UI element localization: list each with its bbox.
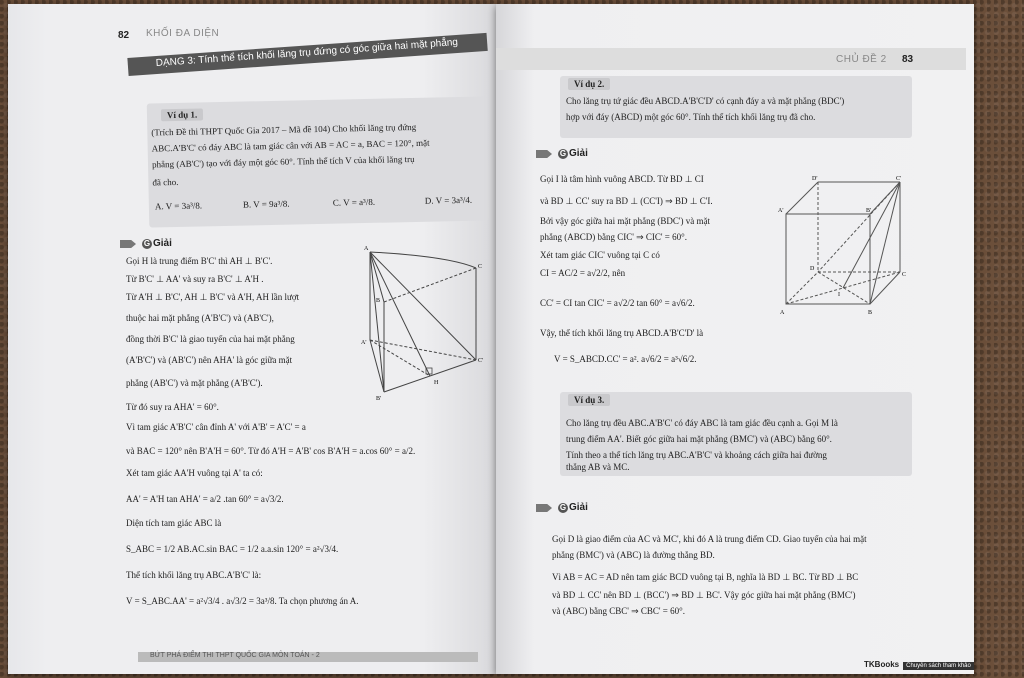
cube-label-i: I: [838, 292, 840, 298]
fig-label-a: A: [364, 246, 369, 252]
cube-label-c: C: [902, 272, 907, 278]
solution-line: Xét tam giác CIC' vuông tại C có: [540, 250, 660, 260]
footer-bar: [138, 652, 478, 662]
solution-line: và BD ⊥ CC' suy ra BD ⊥ (CC'I) ⇒ BD ⊥ C'I.: [540, 196, 713, 206]
cube-label-d-prime: D': [812, 176, 818, 182]
fig-label-a-prime: A': [361, 340, 367, 346]
cube-label-b: B: [868, 310, 873, 316]
problem-line: trung điểm AA'. Biết góc giữa hai mặt phẳng (BMC') và (ABC) bằng 60°.: [566, 434, 832, 444]
g-badge-icon: G: [559, 149, 567, 158]
fig-label-h: H: [434, 380, 439, 386]
problem-line: Cho lăng trụ tứ giác đều ABCD.A'B'C'D' có cạnh đáy a và mặt phẳng (BDC'): [566, 96, 845, 106]
chapter-bar: [496, 48, 966, 70]
problem-line: phẳng (AB'C') tạo với đáy một góc 60°. Tính thể tích V của khối lăng trụ: [151, 153, 415, 170]
solution-line: phẳng (AB'C') và mặt phẳng (A'B'C').: [126, 378, 263, 388]
cube-label-c-prime: C': [896, 176, 902, 182]
solution-line: Thể tích khối lăng trụ ABC.A'B'C' là:: [126, 570, 262, 580]
solution-heading-3: G Giải: [536, 502, 588, 513]
solution-line: Gọi D là giao điểm của AC và MC', khi đó A là trung điểm CD. Giao tuyến của hai mặt: [552, 534, 867, 544]
solution-line: đồng thời B'C' là giao tuyến của hai mặt phẳng: [126, 334, 295, 344]
example-3-label: Ví dụ 3.: [568, 394, 610, 406]
solution-line: và BD ⊥ CC' nên BD ⊥ (BCC') ⇒ BD ⊥ BC'. Vậy góc giữa hai mặt phẳng (BMC'): [552, 590, 856, 600]
chapter-title-right: CHỦ ĐỀ 2: [836, 54, 887, 65]
option-a: A. V = 3a³/8.: [154, 200, 203, 212]
solution-line: Từ B'C' ⊥ AA' và suy ra B'C' ⊥ A'H .: [126, 274, 264, 284]
fig-label-c-prime: C': [478, 358, 484, 364]
prism-figure: [348, 240, 488, 404]
g-badge-icon: G: [143, 239, 151, 248]
page-number-right: 83: [902, 54, 914, 65]
problem-line: ABC.A'B'C' có đáy ABC là tam giác cân với AB = AC = a, BAC = 120°, mặt: [151, 137, 430, 154]
example-2-box: [560, 76, 912, 138]
solution-line: S_ABC = 1/2 AB.AC.sin BAC = 1/2 a.a.sin 120° = a²√3/4.: [126, 544, 339, 554]
solution-line: Từ A'H ⊥ B'C', AH ⊥ B'C' và A'H, AH lần lượt: [126, 292, 300, 302]
problem-line: đã cho.: [152, 176, 179, 188]
solution-line: phẳng (BMC') và (ABC) là đường thẳng BD.: [552, 550, 715, 560]
solution-line: thuộc hai mặt phẳng (A'B'C') và (AB'C'),: [126, 313, 274, 323]
solution-line: Vì tam giác A'B'C' cân đỉnh A' với A'B' = A'C' = a: [126, 422, 306, 432]
option-d: D. V = 3a³/4.: [424, 194, 473, 206]
fig-label-b-prime: B': [376, 396, 382, 402]
problem-line: hợp với đáy (ABCD) một góc 60°. Tính thể tích khối lăng trụ đã cho.: [566, 112, 816, 122]
solution-line: Từ đó suy ra AHA' = 60°.: [126, 402, 219, 412]
option-b: B. V = 9a³/8.: [242, 198, 290, 210]
solution-line: V = S_ABC.AA' = a²√3/4 . a√3/2 = 3a³/8. Ta chọn phương án A.: [126, 596, 359, 606]
brand-name: TKBooks: [864, 660, 900, 669]
problem-line: (Trích Đề thi THPT Quốc Gia 2017 – Mã đề 104) Cho khối lăng trụ đứng: [151, 121, 417, 138]
solution-line: Vậy, thể tích khối lăng trụ ABCD.A'B'C'D' là: [540, 328, 704, 338]
section-title-bar: [127, 33, 487, 76]
solution-line: Xét tam giác AA'H vuông tại A' ta có:: [126, 468, 263, 478]
brand-tagline: Chuyên sách tham khảo: [903, 662, 974, 670]
solution-line: CI = AC/2 = a√2/2, nên: [540, 268, 626, 278]
publisher-logo: [864, 654, 974, 672]
solution-line: Gọi I là tâm hình vuông ABCD. Từ BD ⊥ CI: [540, 174, 704, 184]
example-2-label: Ví dụ 2.: [568, 78, 610, 90]
fig-label-b: B: [376, 298, 381, 304]
solution-line: Vì AB = AC = AD nên tam giác BCD vuông tại B, nghĩa là BD ⊥ BC. Từ BD ⊥ BC: [552, 572, 859, 582]
example-3-box: [560, 392, 912, 476]
footer-text: BỨT PHÁ ĐIỂM THI THPT QUỐC GIA MÔN TOÁN - 2: [150, 652, 320, 659]
problem-line: thẳng AB và MC.: [566, 462, 630, 472]
fig-label-c: C: [478, 264, 483, 270]
solution-heading-2: G Giải: [536, 148, 588, 159]
cube-label-a-prime: A': [778, 208, 784, 214]
option-c: C. V = a³/8.: [332, 196, 376, 208]
cube-label-a: A: [780, 310, 785, 316]
solution-heading-1: G Giải: [120, 238, 172, 249]
left-page: [8, 4, 496, 674]
solution-line: AA' = A'H tan AHA' = a/2 .tan 60° = a√3/2.: [126, 494, 284, 504]
right-page: [496, 4, 974, 674]
example-1-label: Ví dụ 1.: [161, 108, 204, 121]
cube-label-d: D: [810, 266, 815, 272]
g-badge-icon: G: [559, 503, 567, 512]
solution-line: phẳng (ABCD) bằng CIC' ⇒ CIC' = 60°.: [540, 232, 687, 242]
page-number-left: 82: [118, 30, 130, 41]
chapter-title-left: KHỐI ĐA DIỆN: [146, 28, 220, 39]
solution-line: (A'B'C') và (AB'C') nên AHA' là góc giữa mặt: [126, 355, 293, 365]
solution-line: Gọi H là trung điểm B'C' thì AH ⊥ B'C'.: [126, 256, 273, 266]
solution-line: CC' = CI tan CIC' = a√2/2 tan 60° = a√6/2.: [540, 298, 695, 308]
solution-line: và BAC = 120° nên B'A'H = 60°. Từ đó A'H = A'B' cos B'A'H = a.cos 60° = a/2.: [126, 446, 416, 456]
example-1-box: [147, 96, 490, 227]
solution-line: và (ABC) bằng CBC' ⇒ CBC' = 60°.: [552, 606, 685, 616]
section-title: DẠNG 3: Tính thể tích khối lăng trụ đứng có góc giữa hai mặt phẳng: [155, 36, 459, 70]
cube-figure: [778, 172, 908, 318]
solution-line: Diện tích tam giác ABC là: [126, 518, 222, 528]
solution-line: V = S_ABCD.CC' = a². a√6/2 = a³√6/2.: [554, 354, 697, 364]
cube-label-b-prime: B': [866, 208, 872, 214]
problem-line: Tính theo a thể tích lăng trụ ABC.A'B'C' và khoảng cách giữa hai đường: [566, 450, 827, 460]
problem-line: Cho lăng trụ đều ABC.A'B'C' có đáy ABC là tam giác đều cạnh a. Gọi M là: [566, 418, 838, 428]
solution-line: Bởi vậy góc giữa hai mặt phẳng (BDC') và mặt: [540, 216, 710, 226]
